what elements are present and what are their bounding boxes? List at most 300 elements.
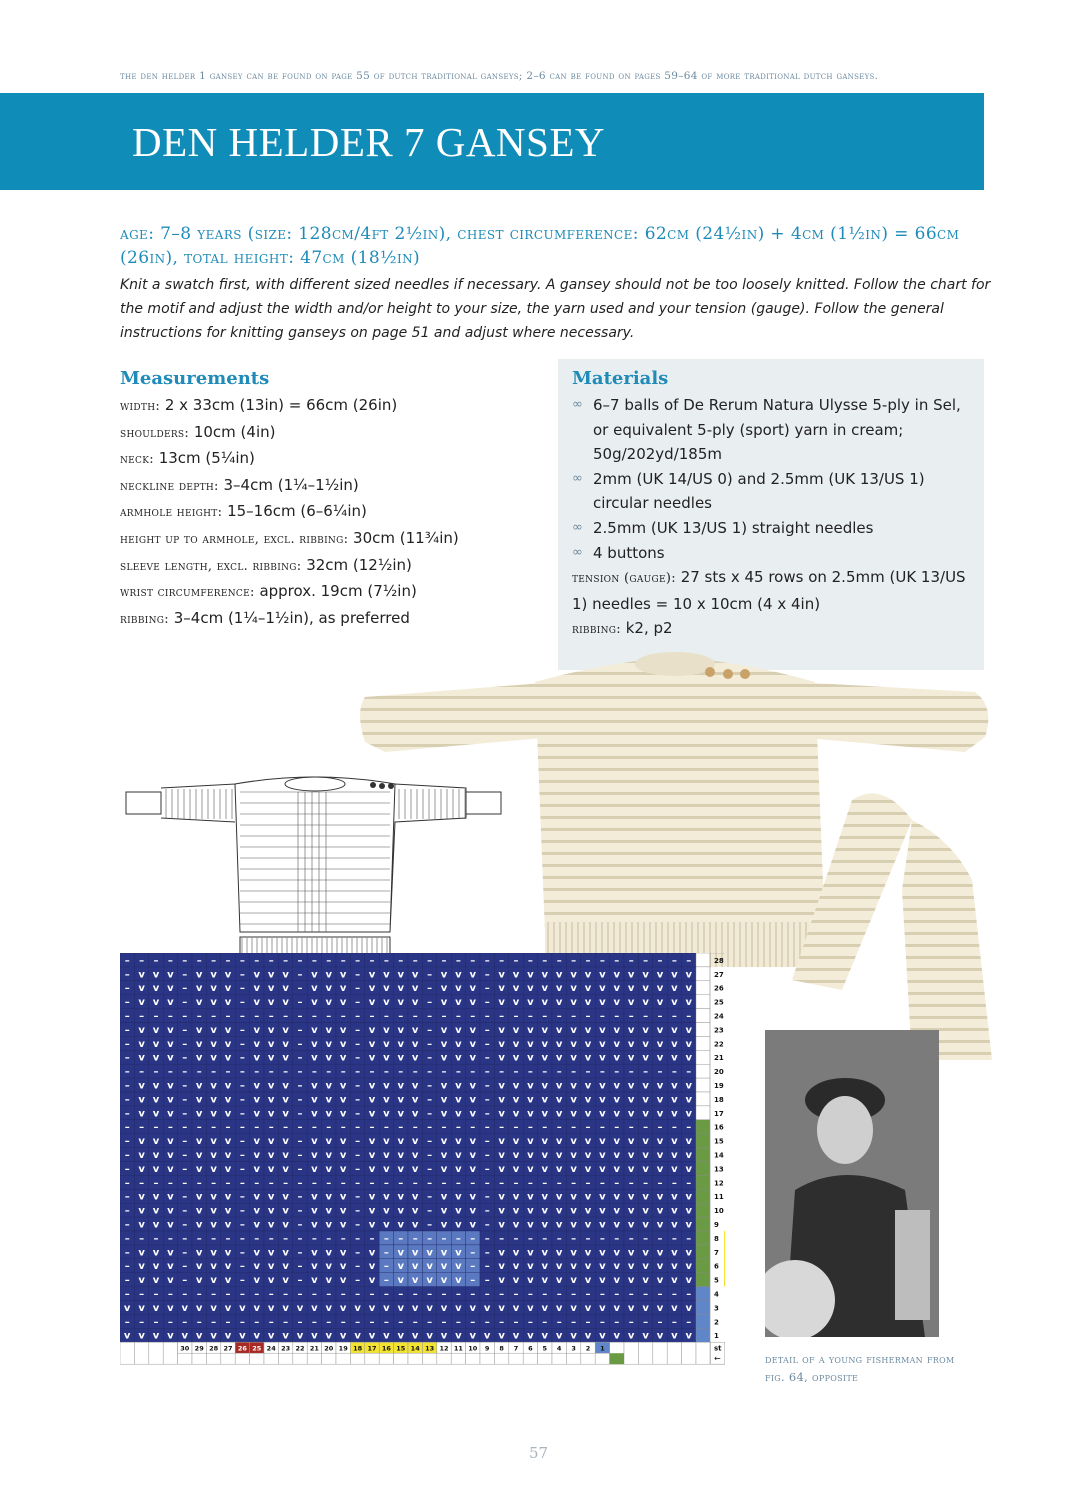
stitch-symbol: – (124, 1261, 130, 1273)
stitch-symbol: – (484, 969, 490, 981)
stitch-symbol: – (167, 955, 173, 967)
stitch-symbol: – (614, 1289, 620, 1300)
stitch-symbol: v (253, 1163, 261, 1175)
tension-value: 27 sts x 45 rows on 2.5mm (UK 13/US 1) needles = 10 x 10cm (4 x 4in) (572, 568, 966, 613)
stitch-symbol: v (368, 1150, 376, 1161)
stitch-symbol: – (239, 983, 245, 995)
stitch-symbol: v (311, 1094, 318, 1106)
stitch-symbol: – (355, 1316, 361, 1328)
stitch-symbol: v (570, 997, 577, 1009)
stitch-symbol: v (599, 1024, 606, 1036)
stitch-symbol: v (555, 997, 563, 1009)
stitch-symbol: – (182, 1289, 188, 1300)
chart-marker-cell (724, 1231, 725, 1245)
stitch-symbol: v (671, 1024, 678, 1036)
stitch-symbol: – (628, 1066, 634, 1078)
stitch-symbol: – (297, 1275, 303, 1287)
stitch-symbol: v (296, 1330, 304, 1342)
stitch-symbol: – (427, 997, 433, 1009)
stitch-symbol: v (656, 983, 664, 995)
stitch-symbol: v (368, 1191, 376, 1203)
stitch-symbol: v (368, 997, 376, 1009)
stitch-symbol: v (397, 1080, 405, 1092)
stitch-symbol: v (541, 1136, 549, 1148)
stitch-symbol: v (642, 1330, 649, 1342)
stitch-symbol: – (427, 1316, 433, 1328)
stitch-symbol: v (541, 1275, 549, 1287)
stitch-symbol: v (325, 1330, 333, 1342)
stitch-symbol: v (656, 1163, 664, 1175)
stitch-symbol: – (455, 1289, 461, 1300)
stitch-symbol: v (440, 1191, 448, 1203)
stitch-symbol: – (124, 1122, 130, 1134)
stitch-symbol: v (138, 1275, 145, 1287)
stitch-symbol: v (584, 1205, 592, 1217)
stitch-symbol: v (642, 1150, 649, 1161)
stitch-symbol: v (498, 1247, 505, 1259)
stitch-symbol: v (152, 1038, 160, 1050)
row-label: 15 (714, 1137, 724, 1146)
stitch-symbol: – (542, 955, 548, 967)
row-label: 12 (714, 1179, 724, 1188)
stitch-symbol: v (584, 1024, 592, 1036)
stitch-symbol: v (599, 1136, 606, 1148)
stitch-symbol: – (124, 1011, 130, 1022)
stitch-symbol: v (181, 1330, 189, 1342)
stitch-symbol: v (555, 1094, 563, 1106)
chart-side-cell (696, 1328, 710, 1342)
stitch-symbol: v (311, 1038, 318, 1050)
stitch-symbol: – (470, 1275, 476, 1287)
stitch-symbol: – (455, 1011, 461, 1022)
stitch-symbol: v (368, 1302, 376, 1314)
stitch-symbol: v (224, 1205, 232, 1217)
stitch-symbol: – (383, 1275, 389, 1287)
stitch-symbol: v (541, 1024, 549, 1036)
stitch-symbol: – (470, 1247, 476, 1259)
materials-section (572, 368, 972, 643)
stitch-symbol: v (584, 983, 592, 995)
stitch-symbol: v (512, 1052, 520, 1064)
stitch-symbol: – (369, 955, 375, 967)
stitch-symbol: – (355, 1094, 361, 1106)
col-label: 16 (381, 1344, 391, 1353)
stitch-symbol: v (455, 969, 462, 981)
stitch-symbol: – (124, 983, 130, 995)
stitch-symbol: – (686, 1122, 692, 1134)
stitch-symbol: v (397, 1302, 405, 1314)
stitch-symbol: v (642, 969, 649, 981)
stitch-symbol: – (124, 1205, 130, 1217)
stitch-symbol: v (195, 1080, 203, 1092)
chart-side-cell (696, 1287, 710, 1301)
stitch-symbol: – (124, 1316, 130, 1328)
stitch-symbol: v (671, 1150, 678, 1161)
stitch-symbol: v (685, 1191, 693, 1203)
stitch-symbol: – (355, 1177, 361, 1189)
stitch-symbol: – (355, 1289, 361, 1300)
stitch-symbol: v (627, 997, 635, 1009)
stitch-symbol: – (527, 1011, 533, 1022)
stitch-symbol: v (671, 983, 678, 995)
tension-line (572, 565, 972, 616)
stitch-symbol: – (355, 955, 361, 967)
stitch-symbol: v (498, 1219, 505, 1231)
stitch-symbol: – (239, 1233, 245, 1245)
stitch-symbol: – (585, 1289, 591, 1300)
stitch-symbol: – (182, 1219, 188, 1231)
stitch-symbol: v (498, 969, 505, 981)
stitch-symbol: – (657, 1289, 663, 1300)
chart-side-cell (696, 1092, 710, 1106)
stitch-symbol: v (642, 1191, 649, 1203)
stitch-symbol: – (614, 1233, 620, 1245)
stitch-symbol: – (643, 1177, 649, 1189)
stitch-symbol: v (368, 1080, 376, 1092)
stitch-symbol: – (499, 1066, 505, 1078)
stitch-symbol: – (585, 955, 591, 967)
stitch-symbol: – (225, 1233, 231, 1245)
chart-side-cell (696, 981, 710, 995)
stitch-symbol: v (671, 1261, 678, 1273)
stitch-symbol: v (613, 1108, 621, 1120)
stitch-symbol: – (211, 1177, 217, 1189)
stitch-symbol: – (124, 1080, 130, 1092)
stitch-symbol: v (397, 1330, 405, 1342)
stitch-symbol: v (527, 1302, 534, 1314)
stitch-symbol: v (656, 1052, 664, 1064)
stitch-symbol: – (283, 1233, 289, 1245)
stitch-symbol: v (599, 1080, 606, 1092)
col-label-cell (149, 1342, 163, 1364)
stitch-symbol: v (253, 1261, 261, 1273)
stitch-symbol: – (527, 1316, 533, 1328)
stitch-symbol: v (383, 1163, 390, 1175)
stitch-symbol: v (368, 1219, 376, 1231)
stitch-symbol: v (282, 1080, 289, 1092)
stitch-symbol: v (685, 1247, 693, 1259)
stitch-symbol: v (267, 1302, 275, 1314)
stitch-symbol: – (182, 955, 188, 967)
stitch-symbol: v (642, 1052, 649, 1064)
stitch-symbol: v (339, 1261, 347, 1273)
stitch-symbol: – (355, 1205, 361, 1217)
stitch-symbol: v (397, 1275, 405, 1287)
stitch-symbol: v (138, 1052, 145, 1064)
stitch-symbol: – (484, 1150, 490, 1161)
stitch-symbol: v (656, 1275, 664, 1287)
stitch-symbol: v (339, 1150, 347, 1161)
stitch-symbol: – (326, 1122, 332, 1134)
stitch-symbol: v (325, 969, 333, 981)
stitch-symbol: v (498, 1150, 505, 1161)
stitch-symbol: v (541, 1094, 549, 1106)
stitch-symbol: – (671, 1289, 677, 1300)
stitch-symbol: v (483, 1302, 491, 1314)
stitch-symbol: v (570, 1038, 577, 1050)
stitch-symbol: v (498, 1205, 505, 1217)
stitch-symbol: v (455, 1219, 462, 1231)
stitch-symbol: v (613, 1205, 621, 1217)
stitch-symbol: – (297, 1316, 303, 1328)
stitch-symbol: v (152, 1330, 160, 1342)
stitch-symbol: – (211, 955, 217, 967)
stitch-symbol: – (283, 1011, 289, 1022)
row-label: 13 (714, 1165, 724, 1174)
stitch-symbol: v (613, 1275, 621, 1287)
chart-side-cell (696, 1314, 710, 1328)
col-label: 30 (180, 1344, 190, 1353)
stitch-symbol: v (440, 1247, 448, 1259)
stitch-symbol: – (571, 1233, 577, 1245)
stitch-symbol: v (469, 1205, 477, 1217)
bullet-icon: ∞ (572, 519, 583, 535)
stitch-symbol: v (397, 1261, 405, 1273)
material-item (572, 393, 972, 467)
measurement-value: 10cm (4in) (189, 422, 276, 441)
stitch-symbol: v (671, 1080, 678, 1092)
col-label: 23 (281, 1344, 291, 1353)
stitch-symbol: – (643, 1316, 649, 1328)
stitch-symbol: – (383, 1177, 389, 1189)
stitch-symbol: – (268, 1233, 274, 1245)
stitch-symbol: v (656, 1108, 664, 1120)
stitch-symbol: – (182, 1038, 188, 1050)
stitch-symbol: v (512, 983, 520, 995)
materials-heading: Materials (572, 368, 669, 389)
stitch-symbol: – (441, 1177, 447, 1189)
stitch-symbol: v (656, 1247, 664, 1259)
stitch-symbol: v (282, 1163, 289, 1175)
stitch-symbol: – (441, 1122, 447, 1134)
stitch-symbol: – (297, 1289, 303, 1300)
stitch-symbol: – (124, 969, 130, 981)
stitch-symbol: v (642, 1275, 649, 1287)
stitch-symbol: v (627, 1094, 635, 1106)
stitch-symbol: v (440, 1136, 448, 1148)
stitch-symbol: – (499, 955, 505, 967)
stitch-symbol: – (239, 997, 245, 1009)
stitch-symbol: – (499, 1289, 505, 1300)
stitch-symbol: v (253, 1219, 261, 1231)
stitch-symbol: v (440, 1052, 448, 1064)
stitch-symbol: – (182, 983, 188, 995)
stitch-symbol: v (138, 983, 145, 995)
stitch-symbol: v (570, 1108, 577, 1120)
stitch-symbol: – (398, 1316, 404, 1328)
stitch-symbol: v (685, 1094, 693, 1106)
stitch-symbol: v (267, 997, 275, 1009)
stitch-symbol: – (657, 1066, 663, 1078)
stitch-symbol: v (138, 1261, 145, 1273)
row-label: 16 (714, 1123, 724, 1132)
stitch-symbol: v (599, 1302, 606, 1314)
stitch-symbol: – (268, 955, 274, 967)
stitch-symbol: v (368, 1108, 376, 1120)
stitch-symbol: v (210, 1024, 217, 1036)
stitch-symbol: – (196, 955, 202, 967)
stitch-symbol: v (426, 1330, 433, 1342)
stitch-symbol: – (283, 1177, 289, 1189)
stitch-symbol: v (656, 1302, 664, 1314)
stitch-symbol: – (239, 1011, 245, 1022)
stitch-symbol: v (512, 1302, 520, 1314)
stitch-symbol: – (599, 1233, 605, 1245)
stitch-symbol: v (253, 1191, 261, 1203)
stitch-symbol: – (268, 1122, 274, 1134)
stitch-symbol: v (555, 1136, 563, 1148)
stitch-symbol: – (211, 1289, 217, 1300)
col-label-cell (682, 1342, 696, 1364)
stitch-symbol: v (411, 1302, 419, 1314)
stitch-symbol: – (239, 1247, 245, 1259)
stitch-symbol: v (368, 1163, 376, 1175)
stitch-symbol: – (427, 1122, 433, 1134)
stitch-symbol: – (124, 1038, 130, 1050)
stitch-symbol: v (339, 1024, 347, 1036)
stitch-symbol: v (498, 1094, 505, 1106)
stitch-symbol: – (182, 1108, 188, 1120)
stitch-symbol: v (613, 1094, 621, 1106)
stitch-symbol: v (642, 1108, 649, 1120)
stitch-symbol: – (542, 1122, 548, 1134)
measurement-item (120, 579, 540, 606)
stitch-symbol: v (599, 997, 606, 1009)
stitch-symbol: – (225, 1122, 231, 1134)
stitch-symbol: – (427, 1011, 433, 1022)
stitch-symbol: v (541, 1150, 549, 1161)
stitch-symbol: v (267, 1219, 275, 1231)
stitch-symbol: – (671, 1066, 677, 1078)
stitch-symbol: v (267, 1191, 275, 1203)
stitch-symbol: – (167, 1289, 173, 1300)
stitch-symbol: – (657, 1122, 663, 1134)
stitch-symbol: v (527, 1261, 534, 1273)
stitch-symbol: v (167, 997, 174, 1009)
stitch-symbol: v (555, 1108, 563, 1120)
stitch-symbol: – (196, 1316, 202, 1328)
stitch-symbol: v (325, 1261, 333, 1273)
stitch-symbol: – (297, 1219, 303, 1231)
stitch-symbol: – (484, 1163, 490, 1175)
stitch-symbol: v (498, 1330, 505, 1342)
stitch-symbol: v (210, 1205, 217, 1217)
ribbing-label: ribbing: (572, 622, 621, 638)
stitch-symbol: v (167, 969, 174, 981)
stitch-symbol: – (513, 1177, 519, 1189)
stitch-symbol: v (152, 1302, 160, 1314)
stitch-symbol: v (671, 1052, 678, 1064)
stitch-symbol: – (196, 1066, 202, 1078)
stitch-symbol: v (685, 1136, 693, 1148)
stitch-symbol: – (556, 1177, 562, 1189)
stitch-symbol: v (584, 1136, 592, 1148)
stitch-symbol: v (512, 1191, 520, 1203)
stitch-symbol: v (311, 1247, 318, 1259)
stitch-symbol: v (282, 1191, 289, 1203)
stitch-symbol: v (195, 1094, 203, 1106)
stitch-symbol: v (368, 1136, 376, 1148)
row-label: 20 (714, 1068, 724, 1077)
stitch-symbol: v (685, 1302, 693, 1314)
stitch-symbol: v (267, 1024, 275, 1036)
stitch-symbol: v (512, 1261, 520, 1273)
stitch-symbol: v (527, 997, 534, 1009)
row-label: 9 (714, 1221, 719, 1229)
stitch-symbol: v (311, 1330, 318, 1342)
stitch-symbol: – (297, 1024, 303, 1036)
stitch-symbol: v (627, 1219, 635, 1231)
stitch-symbol: – (686, 1177, 692, 1189)
stitch-symbol: v (368, 1261, 376, 1273)
stitch-symbol: v (339, 1247, 347, 1259)
stitch-symbol: v (440, 1261, 448, 1273)
stitch-symbol: v (152, 1108, 160, 1120)
stitch-symbol: – (427, 983, 433, 995)
stitch-symbol: v (253, 969, 261, 981)
stitch-symbol: v (397, 1038, 405, 1050)
stitch-symbol: v (685, 969, 693, 981)
stitch-symbol: v (311, 1052, 318, 1064)
stitch-symbol: v (224, 1052, 232, 1064)
stitch-symbol: – (239, 1108, 245, 1120)
stitch-symbol: v (195, 1247, 203, 1259)
col-label: 6 (528, 1344, 533, 1353)
stitch-symbol: v (224, 1150, 232, 1161)
stitch-symbol: – (441, 1289, 447, 1300)
stitch-symbol: v (671, 1191, 678, 1203)
stitch-symbol: v (282, 1052, 289, 1064)
stitch-symbol: – (355, 1066, 361, 1078)
stitch-symbol: – (124, 1094, 130, 1106)
stitch-symbol: – (427, 1163, 433, 1175)
stitch-symbol: v (253, 1024, 261, 1036)
stitch-symbol: v (627, 1052, 635, 1064)
stitch-symbol: – (542, 1289, 548, 1300)
stitch-symbol: v (570, 1136, 577, 1148)
stitch-symbol: – (254, 1289, 260, 1300)
stitch-symbol: – (686, 1011, 692, 1022)
stitch-symbol: v (339, 1191, 347, 1203)
stitch-symbol: v (411, 1080, 419, 1092)
measurement-value: 3–4cm (1¼–1½in) (218, 475, 359, 494)
stitch-symbol: v (527, 1219, 534, 1231)
stitch-symbol: v (267, 1261, 275, 1273)
stitch-symbol: – (182, 1233, 188, 1245)
stitch-symbol: v (455, 1261, 462, 1273)
stitch-symbol: – (167, 1177, 173, 1189)
stitch-symbol: – (556, 1066, 562, 1078)
stitch-symbol: v (685, 997, 693, 1009)
stitch-symbol: – (182, 1177, 188, 1189)
stitch-symbol: v (599, 1191, 606, 1203)
stitch-symbol: v (311, 1302, 318, 1314)
stitch-symbol: v (253, 997, 261, 1009)
stitch-symbol: v (440, 969, 448, 981)
stitch-symbol: v (584, 1038, 592, 1050)
stitch-symbol: v (397, 997, 405, 1009)
stitch-symbol: v (613, 1261, 621, 1273)
stitch-symbol: v (642, 1094, 649, 1106)
col-label: 15 (396, 1344, 406, 1353)
stitch-symbol: v (152, 1024, 160, 1036)
stitch-symbol: – (484, 1275, 490, 1287)
material-item (572, 467, 972, 516)
measurement-label: wrist circumference: (120, 585, 255, 601)
stitch-symbol: – (297, 997, 303, 1009)
stitch-symbol: v (483, 1330, 491, 1342)
stitch-symbol: v (138, 1024, 145, 1036)
